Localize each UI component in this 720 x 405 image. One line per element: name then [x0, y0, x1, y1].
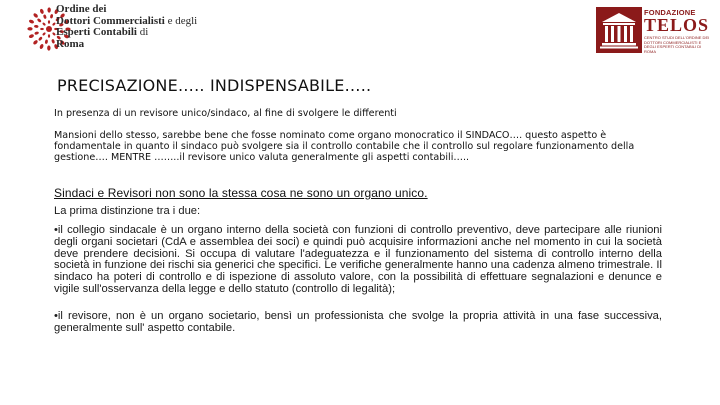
fondazione-telos-temple-icon [596, 7, 642, 53]
fondazione-telos-logo-text [644, 9, 714, 54]
fondazione-label: FONDAZIONE [644, 8, 696, 17]
emblem-petal [40, 28, 44, 30]
emblem-petal [45, 39, 49, 44]
ordine-logo-line3: Esperti Contabili di [56, 26, 149, 39]
collegio-bullet: •il collegio sindacale è un organo interno della società con funzioni di controllo preventivo, deve partecipare alle riunioni degli organi societari (CdA e assemblea dei soci) e quindi può acquisire informazioni anche nel momento in cui la società deve prendere decisioni. Si occupa di valutare l'adeguatezza e il funzionamento del sistema di controllo interno della società in funzione dei rischi sia generici che specifici. Le verifiche generalmente hanno una cadenza almeno trimestrale. Il sindaco ha poteri di controllo e di ispezione di assoluto valore, con la possibilità di effettuare segnalazioni e denunce e vigile sull'osservanza della legge e dello statuto (controllo di legalità); [54, 224, 662, 295]
intro-paragraph: In presenza di un revisore unico/sindaco, al fine di svolgere le differenti [54, 108, 397, 119]
emblem-petal [42, 22, 46, 26]
ordine-logo-line2: Dottori Commercialisti e degli [56, 14, 198, 27]
emblem-petal [43, 14, 47, 19]
ordine-logo-text [56, 4, 256, 50]
emblem-petal [48, 34, 50, 38]
emblem-petal [47, 7, 50, 12]
telos-subtitle: CENTRO STUDI DELL'ORDINE DEI DOTTORI COMMERCIALISTI E DEGLI ESPERTI CONTABILI DI ROMA [644, 35, 710, 54]
emblem-petal [42, 32, 46, 36]
telos-label: TELOS [644, 15, 710, 35]
distinction-intro: La prima distinzione tra i due: [54, 205, 201, 217]
emblem-petal [28, 34, 34, 39]
emblem-petal [39, 8, 44, 14]
mansioni-paragraph: Mansioni dello stesso, sarebbe bene che fosse nominato come organo monocratico il SINDACO…. questo aspetto è fondamentale in quanto il sindaco può svolgere sia il controllo contabile che il controllo sul regolare funzionamento della gestione…. MENTRE ……..il revisore unico valuta generalmente gli aspetti contabili….. [54, 130, 635, 163]
emblem-petal [50, 14, 54, 19]
emblem-petal [32, 39, 38, 45]
emblem-petal [39, 43, 44, 49]
section-subheading: Sindaci e Revisori non sono la stessa cosa ne sono un organo unico. [54, 186, 428, 200]
emblem-petal [34, 25, 39, 29]
slide-heading: PRECISAZIONE….. INDISPENSABILE….. [57, 76, 372, 95]
emblem-petal [28, 19, 34, 24]
emblem-petal [33, 12, 39, 18]
emblem-petal [48, 20, 50, 24]
ordine-logo-line1: Ordine dei [56, 3, 107, 15]
emblem-petal [37, 18, 42, 23]
emblem-petal [47, 45, 50, 50]
emblem-petal [38, 36, 43, 41]
emblem-petal [27, 27, 32, 30]
emblem-petal [34, 31, 39, 35]
revisore-bullet: •il revisore, non è un organo societario, bensì un professionista che svolge la propria attività in una fase successiva, generalmente sull' aspetto contabile. [54, 310, 662, 334]
ordine-logo-line4: Roma [56, 37, 85, 50]
emblem-petal [51, 39, 55, 44]
